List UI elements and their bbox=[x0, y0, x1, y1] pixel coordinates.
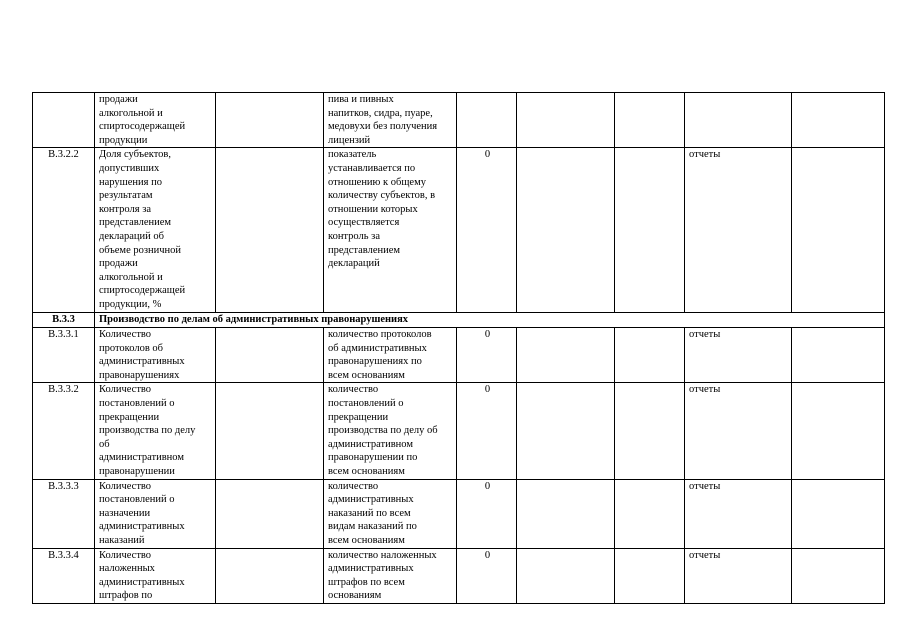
indicator-name: Доля субъектов, допустивших нарушения по результатам контроля за представлением деклараций об объеме розничной продажи алкогольной и спиртосодержащей продукции, % bbox=[95, 148, 216, 313]
empty-cell bbox=[517, 383, 615, 479]
empty-cell bbox=[792, 479, 885, 548]
indicator-source: отчеты bbox=[685, 327, 792, 382]
indicator-value: 0 bbox=[457, 148, 517, 313]
section-row bbox=[33, 313, 885, 328]
empty-cell bbox=[216, 479, 324, 548]
table-row bbox=[33, 383, 885, 479]
indicator-description: количество наложенных административных штрафов по всем основаниям bbox=[324, 548, 457, 603]
indicator-source: отчеты bbox=[685, 548, 792, 603]
indicator-source: отчеты bbox=[685, 479, 792, 548]
empty-cell bbox=[216, 327, 324, 382]
indicator-value: 0 bbox=[457, 548, 517, 603]
empty-cell bbox=[615, 148, 685, 313]
empty-cell bbox=[517, 548, 615, 603]
indicator-code: В.3.3.1 bbox=[33, 327, 95, 382]
indicator-source: отчеты bbox=[685, 148, 792, 313]
indicator-value bbox=[457, 93, 517, 148]
empty-cell bbox=[615, 548, 685, 603]
table-row bbox=[33, 327, 885, 382]
indicator-value: 0 bbox=[457, 327, 517, 382]
empty-cell bbox=[792, 148, 885, 313]
indicator-name: Количество постановлений о назначении административных наказаний bbox=[95, 479, 216, 548]
empty-cell bbox=[792, 548, 885, 603]
indicator-value: 0 bbox=[457, 383, 517, 479]
indicator-name: Количество протоколов об административных правонарушениях bbox=[95, 327, 216, 382]
empty-cell bbox=[216, 148, 324, 313]
section-code: В.3.3 bbox=[33, 313, 95, 328]
empty-cell bbox=[792, 383, 885, 479]
empty-cell bbox=[517, 93, 615, 148]
indicator-code bbox=[33, 93, 95, 148]
empty-cell bbox=[517, 148, 615, 313]
empty-cell bbox=[517, 479, 615, 548]
empty-cell bbox=[615, 327, 685, 382]
empty-cell bbox=[615, 93, 685, 148]
empty-cell bbox=[792, 327, 885, 382]
empty-cell bbox=[615, 383, 685, 479]
indicator-value: 0 bbox=[457, 479, 517, 548]
empty-cell bbox=[615, 479, 685, 548]
section-title: Производство по делам об административных правонарушениях bbox=[95, 313, 885, 328]
table-row bbox=[33, 148, 885, 313]
table-body bbox=[33, 93, 885, 604]
indicator-name: продажи алкогольной и спиртосодержащей продукции bbox=[95, 93, 216, 148]
indicator-code: В.3.3.4 bbox=[33, 548, 95, 603]
indicator-description: показатель устанавливается по отношению к общему количеству субъектов, в отношении которых осуществляется контроль за представлением деклараций bbox=[324, 148, 457, 313]
indicator-description: количество постановлений о прекращении производства по делу об административном правонарушении по всем основаниям bbox=[324, 383, 457, 479]
table-row bbox=[33, 479, 885, 548]
table-row bbox=[33, 548, 885, 603]
empty-cell bbox=[216, 93, 324, 148]
indicator-source: отчеты bbox=[685, 383, 792, 479]
indicator-code: В.3.3.3 bbox=[33, 479, 95, 548]
indicators-table bbox=[32, 92, 885, 604]
indicator-description: пива и пивных напитков, сидра, пуаре, медовухи без получения лицензий bbox=[324, 93, 457, 148]
indicator-source bbox=[685, 93, 792, 148]
indicator-code: В.3.3.2 bbox=[33, 383, 95, 479]
empty-cell bbox=[517, 327, 615, 382]
empty-cell bbox=[216, 548, 324, 603]
empty-cell bbox=[216, 383, 324, 479]
indicator-description: количество административных наказаний по всем видам наказаний по всем основаниям bbox=[324, 479, 457, 548]
empty-cell bbox=[792, 93, 885, 148]
indicator-description: количество протоколов об административных правонарушениях по всем основаниям bbox=[324, 327, 457, 382]
indicator-name: Количество наложенных административных штрафов по bbox=[95, 548, 216, 603]
indicator-name: Количество постановлений о прекращении производства по делу об административном правонарушении bbox=[95, 383, 216, 479]
table-row bbox=[33, 93, 885, 148]
indicator-code: В.3.2.2 bbox=[33, 148, 95, 313]
